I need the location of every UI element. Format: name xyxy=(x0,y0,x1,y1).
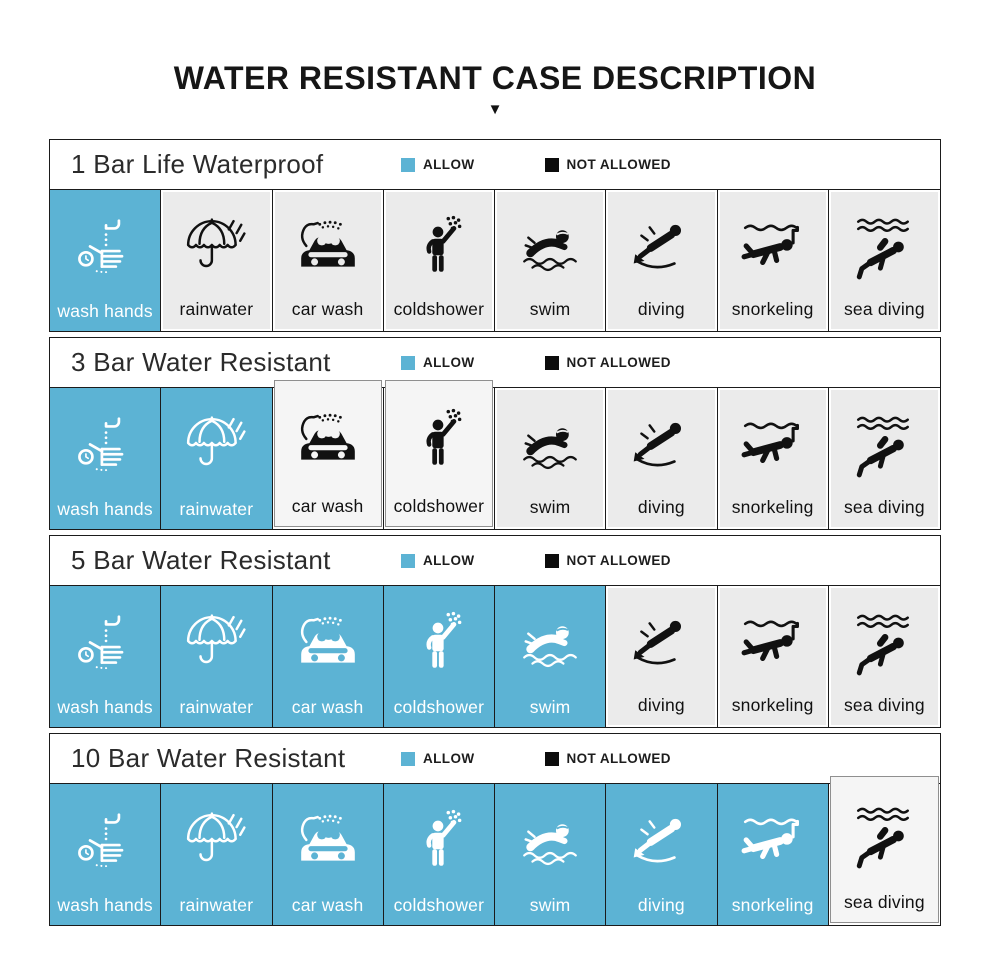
legend-label: ALLOW xyxy=(423,553,475,568)
cell-label: car wash xyxy=(291,299,364,319)
activity-cells-row xyxy=(50,387,940,529)
cell-snorkeling-allowed xyxy=(718,784,829,925)
cell-label: diving xyxy=(637,299,685,319)
cell-content xyxy=(720,192,826,329)
cell-label: rainwater xyxy=(179,697,254,717)
section-title: 3 Bar Water Resistant xyxy=(71,347,331,377)
not-allowed-swatch xyxy=(545,554,559,568)
cell-label: snorkeling xyxy=(731,497,814,517)
legend xyxy=(401,553,741,568)
cell-label: coldshower xyxy=(393,496,485,516)
cell-content xyxy=(720,588,826,725)
cell-label: rainwater xyxy=(179,895,254,915)
legend-item-not-allowed xyxy=(545,751,671,766)
cell-content xyxy=(497,192,603,329)
cell-snorkeling-not-allowed xyxy=(718,190,829,331)
section-3-bar xyxy=(49,337,941,530)
diving-icon xyxy=(628,192,694,299)
cell-content xyxy=(161,586,271,727)
snorkeling-icon xyxy=(740,784,806,895)
cell-content xyxy=(273,784,383,925)
cell-label: wash hands xyxy=(57,895,153,915)
cell-content xyxy=(608,192,714,329)
cell-label: sea diving xyxy=(843,299,925,319)
legend-label: NOT ALLOWED xyxy=(566,751,671,766)
cell-diving-not-allowed xyxy=(606,190,717,331)
cell-snorkeling-not-allowed xyxy=(718,586,829,727)
cold-shower-icon xyxy=(406,784,472,895)
cell-content xyxy=(831,192,938,329)
cell-content xyxy=(608,588,714,725)
cell-content xyxy=(163,192,269,329)
section-header xyxy=(50,338,940,387)
legend-item-allow xyxy=(401,751,475,766)
cell-content xyxy=(275,192,381,329)
cell-label: swim xyxy=(529,697,571,717)
umbrella-rain-icon xyxy=(183,586,249,697)
cell-content xyxy=(495,784,605,925)
cold-shower-icon xyxy=(406,192,472,299)
cell-content xyxy=(386,192,492,329)
cell-content xyxy=(606,784,716,925)
cell-content xyxy=(161,784,271,925)
allow-swatch xyxy=(401,158,415,172)
legend-label: ALLOW xyxy=(423,157,475,172)
cell-label: wash hands xyxy=(57,499,153,519)
umbrella-rain-icon xyxy=(183,192,249,299)
cell-label: sea diving xyxy=(843,695,925,715)
cell-wash-hands-allowed xyxy=(50,190,161,331)
cell-content xyxy=(161,388,271,529)
cell-rainwater-allowed xyxy=(161,388,272,529)
legend-label: ALLOW xyxy=(423,751,475,766)
section-5-bar xyxy=(49,535,941,728)
cell-swim-allowed xyxy=(495,784,606,925)
cell-car-wash-allowed xyxy=(273,586,384,727)
snorkeling-icon xyxy=(740,192,806,299)
cell-content xyxy=(50,190,160,331)
cell-content xyxy=(718,784,828,925)
cell-content xyxy=(384,586,494,727)
legend xyxy=(401,157,741,172)
cell-wash-hands-allowed xyxy=(50,586,161,727)
cell-coldshower-not-allowed xyxy=(384,190,495,331)
down-triangle-icon: ▼ xyxy=(487,101,503,118)
cell-diving-not-allowed xyxy=(606,586,717,727)
legend-label: NOT ALLOWED xyxy=(566,553,671,568)
cell-content xyxy=(50,784,160,925)
legend xyxy=(401,355,741,370)
legend-item-not-allowed xyxy=(545,553,671,568)
cell-content xyxy=(608,390,714,527)
cell-content xyxy=(497,390,603,527)
cell-content xyxy=(720,390,826,527)
cell-label: swim xyxy=(529,497,571,517)
cell-label: rainwater xyxy=(179,299,254,319)
legend-label: ALLOW xyxy=(423,355,475,370)
cell-swim-not-allowed xyxy=(495,388,606,529)
swimmer-icon xyxy=(517,192,583,299)
cell-label: car wash xyxy=(291,496,364,516)
cell-content xyxy=(50,388,160,529)
cell-content xyxy=(384,784,494,925)
cell-swim-allowed xyxy=(495,586,606,727)
cell-content xyxy=(50,586,160,727)
cell-content xyxy=(273,586,383,727)
cell-car-wash-not-allowed xyxy=(273,388,384,529)
legend-item-not-allowed xyxy=(545,157,671,172)
legend-label: NOT ALLOWED xyxy=(566,355,671,370)
section-1-bar xyxy=(49,139,941,332)
legend-label: NOT ALLOWED xyxy=(566,157,671,172)
car-wash-icon xyxy=(295,784,361,895)
cell-rainwater-not-allowed xyxy=(161,190,272,331)
cell-label: car wash xyxy=(291,697,364,717)
cell-label: wash hands xyxy=(57,697,153,717)
cold-shower-icon xyxy=(406,586,472,697)
cell-label: sea diving xyxy=(843,497,925,517)
section-header xyxy=(50,536,940,585)
cell-sea-diving-not-allowed xyxy=(829,190,940,331)
cell-swim-not-allowed xyxy=(495,190,606,331)
car-wash-icon xyxy=(295,192,361,299)
umbrella-rain-icon xyxy=(183,784,249,895)
legend-item-not-allowed xyxy=(545,355,671,370)
swimmer-icon xyxy=(517,784,583,895)
allow-swatch xyxy=(401,554,415,568)
section-title: 5 Bar Water Resistant xyxy=(71,545,331,575)
cell-label: coldshower xyxy=(393,895,485,915)
cell-label: swim xyxy=(529,299,571,319)
snorkeling-icon xyxy=(740,390,806,497)
cell-rainwater-allowed xyxy=(161,784,272,925)
cell-label: car wash xyxy=(291,895,364,915)
cell-content xyxy=(274,380,382,527)
cell-sea-diving-not-allowed xyxy=(829,784,940,925)
cell-wash-hands-allowed xyxy=(50,388,161,529)
cell-label: snorkeling xyxy=(731,895,814,915)
swimmer-icon xyxy=(517,390,583,497)
legend-item-allow xyxy=(401,553,475,568)
cell-label: rainwater xyxy=(179,499,254,519)
section-header xyxy=(50,140,940,189)
cell-sea-diving-not-allowed xyxy=(829,586,940,727)
scuba-diver-icon xyxy=(851,390,917,497)
legend xyxy=(401,751,741,766)
legend-item-allow xyxy=(401,355,475,370)
cell-coldshower-not-allowed xyxy=(384,388,495,529)
car-wash-icon xyxy=(295,586,361,697)
cell-rainwater-allowed xyxy=(161,586,272,727)
cell-snorkeling-not-allowed xyxy=(718,388,829,529)
activity-cells-row xyxy=(50,783,940,925)
page-title: WATER RESISTANT CASE DESCRIPTION xyxy=(173,60,817,96)
cell-label: coldshower xyxy=(393,697,485,717)
cell-coldshower-allowed xyxy=(384,784,495,925)
cell-label: diving xyxy=(637,895,685,915)
cell-wash-hands-allowed xyxy=(50,784,161,925)
cell-coldshower-allowed xyxy=(384,586,495,727)
umbrella-rain-icon xyxy=(183,388,249,499)
wash-hands-icon xyxy=(72,388,138,499)
cell-label: snorkeling xyxy=(731,695,814,715)
activity-cells-row xyxy=(50,189,940,331)
snorkeling-icon xyxy=(740,588,806,695)
legend-item-allow xyxy=(401,157,475,172)
cold-shower-icon xyxy=(406,381,472,496)
section-title: 1 Bar Life Waterproof xyxy=(71,149,324,179)
cell-diving-not-allowed xyxy=(606,388,717,529)
cell-label: swim xyxy=(529,895,571,915)
cell-content xyxy=(385,380,493,527)
section-header xyxy=(50,734,940,783)
cell-diving-allowed xyxy=(606,784,717,925)
allow-swatch xyxy=(401,356,415,370)
not-allowed-swatch xyxy=(545,752,559,766)
wash-hands-icon xyxy=(72,190,138,301)
cell-label: snorkeling xyxy=(731,299,814,319)
section-10-bar xyxy=(49,733,941,926)
scuba-diver-icon xyxy=(851,588,917,695)
cell-content xyxy=(495,586,605,727)
wash-hands-icon xyxy=(72,784,138,895)
cell-label: diving xyxy=(637,695,685,715)
cell-content xyxy=(831,588,938,725)
diving-icon xyxy=(628,784,694,895)
car-wash-icon xyxy=(295,381,361,496)
cell-label: diving xyxy=(637,497,685,517)
sections-container xyxy=(49,139,941,926)
allow-swatch xyxy=(401,752,415,766)
cell-car-wash-allowed xyxy=(273,784,384,925)
section-title: 10 Bar Water Resistant xyxy=(71,743,346,773)
cell-label: sea diving xyxy=(843,892,925,912)
wash-hands-icon xyxy=(72,586,138,697)
not-allowed-swatch xyxy=(545,158,559,172)
cell-label: coldshower xyxy=(393,299,485,319)
not-allowed-swatch xyxy=(545,356,559,370)
cell-car-wash-not-allowed xyxy=(273,190,384,331)
swimmer-icon xyxy=(517,586,583,697)
diving-icon xyxy=(628,588,694,695)
scuba-diver-icon xyxy=(851,192,917,299)
cell-sea-diving-not-allowed xyxy=(829,388,940,529)
cell-content xyxy=(830,776,939,923)
cell-content xyxy=(831,390,938,527)
cell-label: wash hands xyxy=(57,301,153,321)
scuba-diver-icon xyxy=(851,777,917,892)
diving-icon xyxy=(628,390,694,497)
activity-cells-row xyxy=(50,585,940,727)
